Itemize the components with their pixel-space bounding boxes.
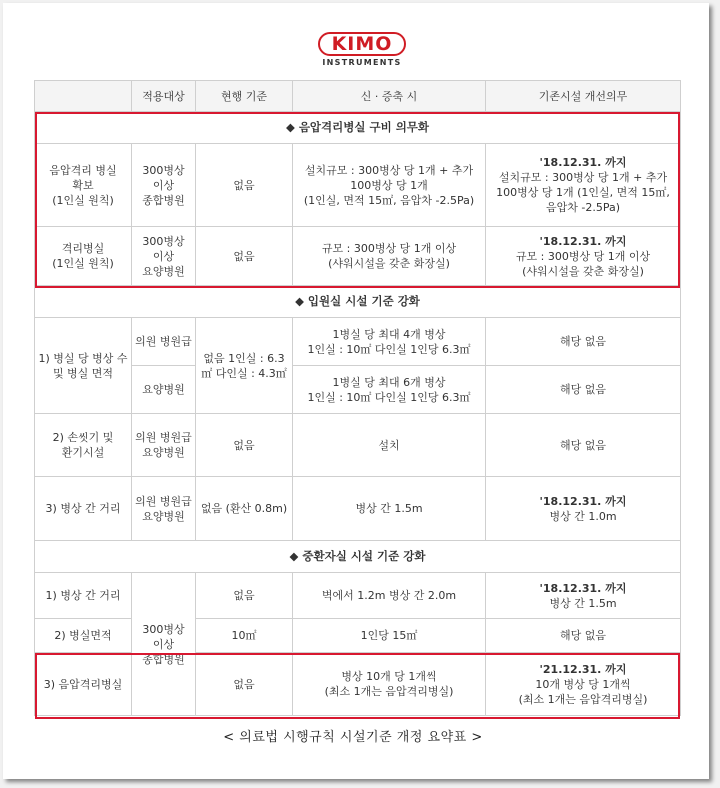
- target-cell: 300병상 이상 종합병원: [132, 573, 196, 716]
- new-cell: 규모 : 300병상 당 1개 이상 (샤워시설을 갖춘 화장실): [293, 227, 486, 286]
- current-cell: 없음: [196, 144, 293, 227]
- existing-cell: [486, 144, 681, 227]
- existing-text: 설치규모 : 300병상 당 1개 + 추가 100병상 당 1개 (1인실, 면적 15㎡, 음압차 -2.5Pa): [496, 171, 670, 214]
- deadline-text: '18.12.31. 까지: [539, 156, 627, 169]
- table-row: [35, 227, 681, 286]
- current-cell: 없음: [196, 573, 293, 619]
- header-cell: 현행 기준: [196, 81, 293, 112]
- section-title: ◆ 입원실 시설 기준 강화: [35, 286, 681, 318]
- existing-text: 10개 병상 당 1개씩 (최소 1개는 음압격리병실): [518, 677, 648, 706]
- header-cell: [35, 81, 132, 112]
- deadline-text: '18.12.31. 까지: [539, 494, 627, 508]
- target-cell: 요양병원: [132, 366, 196, 414]
- existing-cell: 해당 없음: [486, 318, 681, 366]
- table-row: [35, 414, 681, 477]
- existing-cell: [486, 477, 681, 541]
- section-title: ◆ 음압격리병실 구비 의무화: [35, 112, 681, 144]
- target-cell: 의원 병원급 요양병원: [132, 414, 196, 477]
- current-cell: 없음: [196, 653, 293, 716]
- current-cell: 없음 (환산 0.8m): [196, 477, 293, 541]
- new-cell: 설치: [293, 414, 486, 477]
- existing-text: 규모 : 300병상 당 1개 이상 (샤워시설을 갖춘 화장실): [515, 249, 651, 278]
- target-cell: 300병상 이상 요양병원: [132, 227, 196, 286]
- new-cell: 병상 10개 당 1개씩 (최소 1개는 음압격리병실): [293, 653, 486, 716]
- existing-cell: 해당 없음: [486, 619, 681, 653]
- header-cell: 신 · 증축 시: [293, 81, 486, 112]
- deadline-text: '21.12.31. 까지: [539, 662, 627, 676]
- existing-text: 병상 간 1.0m: [549, 509, 617, 523]
- kimo-logo: [316, 32, 408, 72]
- existing-cell: [486, 227, 681, 286]
- table-row: [35, 653, 681, 716]
- header-cell: 적용대상: [132, 81, 196, 112]
- existing-cell: 해당 없음: [486, 366, 681, 414]
- current-cell: 10㎡: [196, 619, 293, 653]
- item-cell: 2) 병실면적: [35, 619, 132, 653]
- item-cell: 3) 병상 간 거리: [35, 477, 132, 541]
- table-row: [35, 477, 681, 541]
- section-row: [35, 112, 681, 144]
- item-cell: 격리병실 (1인실 원칙): [35, 227, 132, 286]
- table-row: [35, 619, 681, 653]
- new-cell: 병상 간 1.5m: [293, 477, 486, 541]
- current-cell: 없음 1인실 : 6.3㎡ 다인실 : 4.3㎡: [196, 318, 293, 414]
- new-cell: 1병실 당 최대 6개 병상 1인실 : 10㎡ 다인실 1인당 6.3㎡: [293, 366, 486, 414]
- new-cell: 1병실 당 최대 4개 병상 1인실 : 10㎡ 다인실 1인당 6.3㎡: [293, 318, 486, 366]
- table-row: [35, 318, 681, 366]
- item-cell: 음압격리 병실 확보 (1인실 원칙): [35, 144, 132, 227]
- deadline-text: '18.12.31. 까지: [539, 581, 627, 595]
- existing-cell: [486, 573, 681, 619]
- item-cell: 3) 음압격리병실: [35, 653, 132, 716]
- table-row: [35, 366, 681, 414]
- new-cell: 벽에서 1.2m 병상 간 2.0m: [293, 573, 486, 619]
- target-cell: 의원 병원급: [132, 318, 196, 366]
- item-cell: 1) 병상 간 거리: [35, 573, 132, 619]
- table-row: [35, 144, 681, 227]
- table-caption: < 의료법 시행규칙 시설기준 개정 요약표 >: [223, 730, 483, 745]
- target-cell: 의원 병원급 요양병원: [132, 477, 196, 541]
- new-cell: 1인당 15㎡: [293, 619, 486, 653]
- summary-table: [34, 80, 681, 716]
- section-title: ◆ 중환자실 시설 기준 강화: [35, 541, 681, 573]
- header-cell: 기존시설 개선의무: [486, 81, 681, 112]
- current-cell: 없음: [196, 227, 293, 286]
- existing-cell: 해당 없음: [486, 414, 681, 477]
- item-cell: 1) 병실 당 병상 수 및 병실 면적: [35, 318, 132, 414]
- logo-brand: KIMO: [331, 32, 393, 55]
- table-header-row: [35, 81, 681, 112]
- new-cell: 설치규모 : 300병상 당 1개 + 추가 100병상 당 1개 (1인실, 면적 15㎡, 음압차 -2.5Pa): [293, 144, 486, 227]
- table-row: [35, 573, 681, 619]
- section-row: [35, 286, 681, 318]
- current-cell: 없음: [196, 414, 293, 477]
- deadline-text: '18.12.31. 까지: [539, 234, 627, 248]
- existing-cell: [486, 653, 681, 716]
- existing-text: 병상 간 1.5m: [549, 596, 617, 610]
- logo-subtitle: INSTRUMENTS: [322, 58, 402, 67]
- item-cell: 2) 손씻기 및 환기시설: [35, 414, 132, 477]
- section-row: [35, 541, 681, 573]
- target-cell: 300병상 이상 종합병원: [132, 144, 196, 227]
